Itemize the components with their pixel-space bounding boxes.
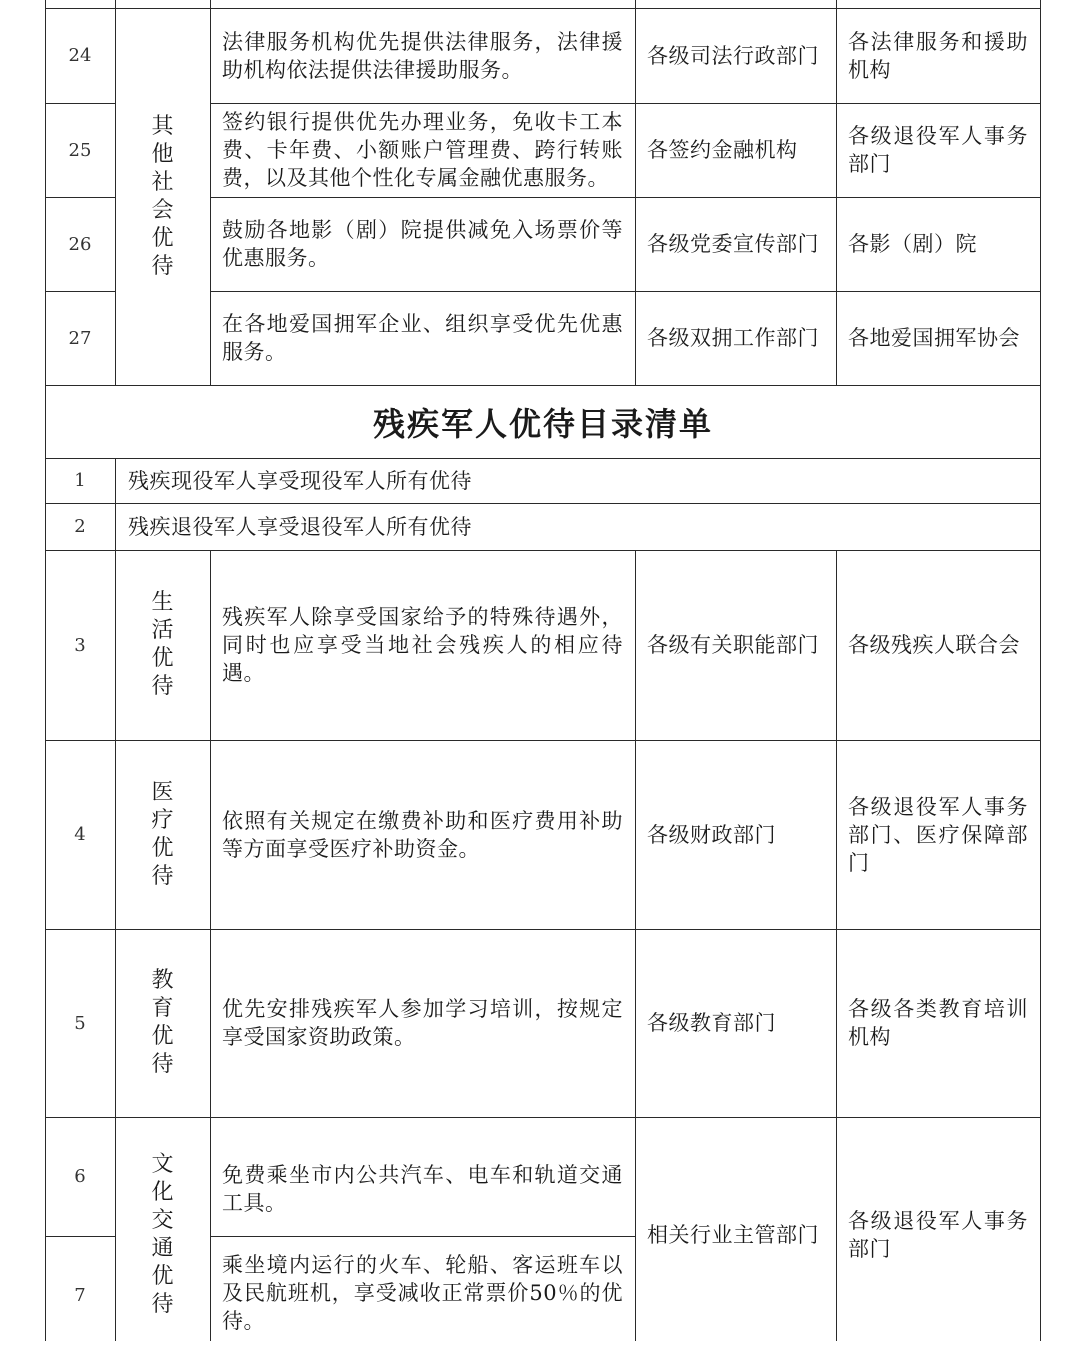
lead-department-text: 各级财政部门 [647,822,776,847]
lead-department [635,8,836,103]
row-number: 2 [74,516,86,537]
lead-department [635,740,836,929]
section-title: 残疾军人优待目录清单 [372,404,713,443]
benefit-content [210,550,635,740]
benefit-content [210,197,635,291]
benefit-content [210,291,635,385]
lead-department-text: 各级党委宣传部门 [647,232,819,256]
implementing-body [836,103,1040,197]
benefit-content-text: 免费乘坐市内公共汽车、电车和轨道交通工具。 [222,1163,623,1215]
benefit-content-text: 在各地爱国拥军企业、组织享受优先优惠服务。 [222,312,623,364]
lead-department-text: 各签约金融机构 [647,138,798,162]
row-number: 4 [74,824,86,845]
benefit-content-text: 乘坐境内运行的火车、轮船、客运班车以及民航班机，享受减收正常票价50％的优待。 [222,1253,623,1333]
category-label-text: 生活优待 [151,590,174,699]
lead-department [635,197,836,291]
row-number: 5 [74,1012,86,1034]
row-number: 6 [74,1166,86,1187]
benefit-content [115,503,1040,550]
benefit-content-text: 法律服务机构优先提供法律服务，法律援助机构依法提供法律援助服务。 [222,29,623,82]
benefit-content-text: 残疾军人除享受国家给予的特殊待遇外，同时也应享受当地社会残疾人的相应待遇。 [222,605,623,685]
implementing-body-text: 各法律服务和援助机构 [848,29,1028,82]
row-number: 3 [74,634,86,656]
category-label [115,929,210,1117]
implementing-body-text: 各级退役军人事务部门、医疗保障部门 [848,794,1028,875]
benefit-content [210,740,635,929]
benefit-content [115,458,1040,503]
benefit-content [210,1117,635,1236]
lead-department [635,929,836,1117]
row-number: 27 [68,327,92,349]
lead-department [635,291,836,385]
category-label-text: 教育优待 [151,968,174,1077]
benefit-content-text: 签约银行提供优先办理业务，免收卡工本费、卡年费、小额账户管理费、跨行转账费，以及其他个性化专属金融优惠服务。 [222,110,623,190]
lead-department-text: 各级教育部门 [647,1011,776,1035]
row-number: 7 [74,1284,86,1306]
category-label [115,1117,210,1353]
implementing-body-text: 各级退役军人事务部门 [848,1209,1028,1261]
implementing-body [836,929,1040,1117]
implementing-body-text: 各级残疾人联合会 [848,633,1020,657]
implementing-body [836,197,1040,291]
implementing-body [836,740,1040,929]
lead-department-text: 各级双拥工作部门 [647,326,819,350]
implementing-body [836,1117,1040,1353]
category-label [115,550,210,740]
row-number: 1 [74,470,86,491]
category-label [115,740,210,929]
implementing-body [836,291,1040,385]
lead-department [635,103,836,197]
lead-department-text: 各级司法行政部门 [647,43,819,68]
implementing-body-text: 各影（剧）院 [848,232,977,256]
benefit-content-text: 优先安排残疾军人参加学习培训，按规定享受国家资助政策。 [222,997,623,1049]
benefit-content [210,1236,635,1341]
implementing-body [836,550,1040,740]
benefit-content [210,929,635,1117]
lead-department-text: 相关行业主管部门 [647,1223,819,1247]
category-label-text: 其他社会优待 [151,114,174,279]
category-label [115,103,210,291]
row-number: 24 [68,45,92,66]
implementing-body-text: 各级退役军人事务部门 [848,124,1028,176]
lead-department-text: 各级有关职能部门 [647,633,819,657]
category-label-text: 文化交通优待 [151,1152,174,1317]
outer-border-right [1040,0,1041,1341]
implementing-body [836,8,1040,103]
lead-department [635,550,836,740]
benefit-content-text: 残疾退役军人享受退役军人所有优待 [128,514,472,539]
benefit-content-text: 依照有关规定在缴费补助和医疗费用补助等方面享受医疗补助资金。 [222,808,623,861]
benefit-content-text: 鼓励各地影（剧）院提供减免入场票价等优惠服务。 [222,218,623,270]
benefit-content-text: 残疾现役军人享受现役军人所有优待 [128,468,472,493]
row-number: 26 [68,233,92,255]
benefit-content [210,103,635,197]
implementing-body-text: 各地爱国拥军协会 [848,326,1020,350]
implementing-body-text: 各级各类教育培训机构 [848,997,1028,1049]
row-number: 25 [68,139,92,161]
category-label-text: 医疗优待 [151,779,174,889]
benefit-content [210,8,635,103]
lead-department [635,1117,836,1353]
